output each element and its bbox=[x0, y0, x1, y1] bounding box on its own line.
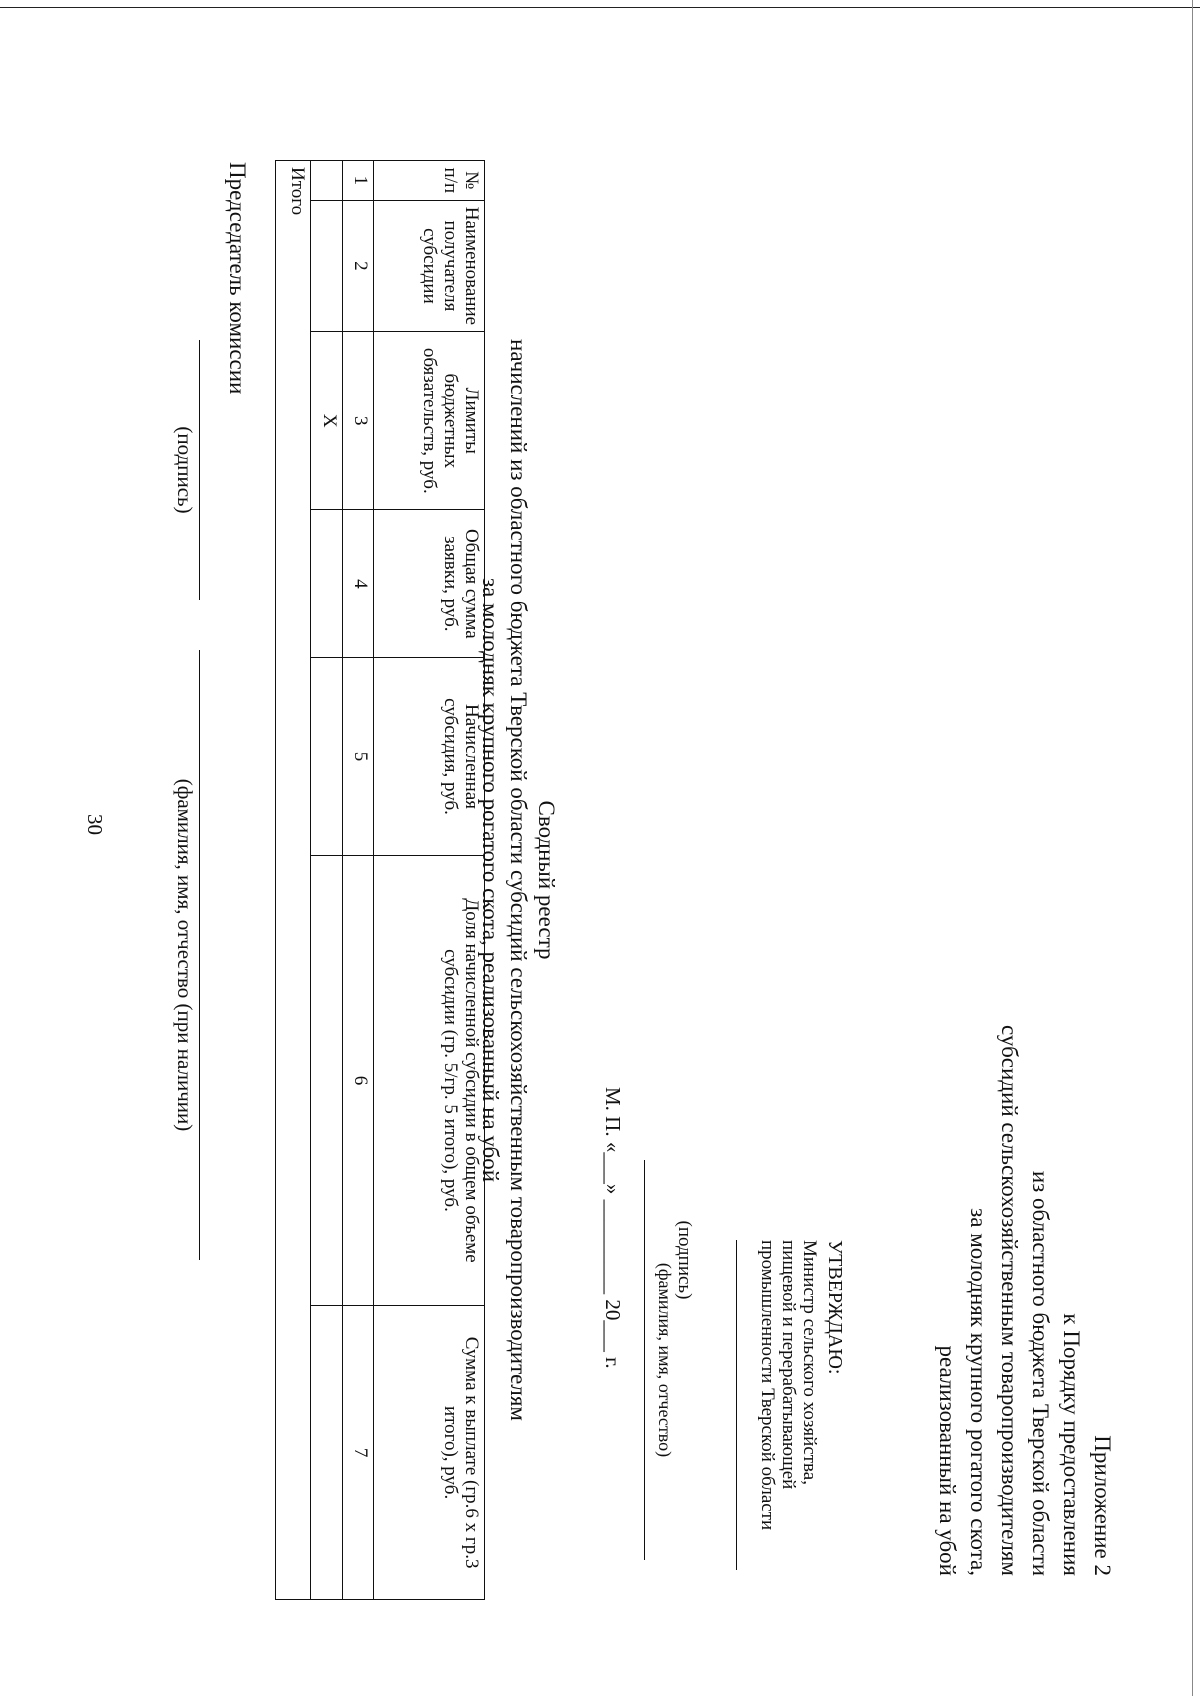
page-number: 30 bbox=[83, 814, 107, 835]
table-cell bbox=[311, 161, 343, 201]
column-number-cell: 7 bbox=[343, 1306, 374, 1600]
table-column-number-row bbox=[343, 161, 374, 1600]
appendix-line: за молодняк крупного рогатого скота, bbox=[966, 1208, 991, 1576]
approval-signature-caption: (подпись) bbox=[674, 1220, 695, 1300]
document-title-line: начислений из областного бюджета Тверской области субсидий сельскохозяйственным товаропроизводителям bbox=[506, 339, 531, 1421]
table-header-cell: Общая сумма заявки, руб. bbox=[374, 510, 485, 658]
table-header-cell: Доля начисленной субсидии в общем объеме субсидии (гр. 5/гр. 5 итого), руб. bbox=[374, 855, 485, 1305]
table-header-cell: Сумма к выплате (гр.6 х гр.3 итого), руб. bbox=[374, 1306, 485, 1600]
chair-label: Председатель комиссии bbox=[225, 162, 250, 395]
table-cell bbox=[311, 200, 343, 331]
column-number-cell: 3 bbox=[343, 332, 374, 510]
chair-signature-line bbox=[199, 340, 200, 600]
appendix-line: из областного бюджета Тверской области bbox=[1028, 1170, 1053, 1576]
approval-name-line bbox=[644, 1160, 645, 1560]
document-title-line: Сводный реестр bbox=[534, 800, 559, 960]
column-number-cell: 1 bbox=[343, 161, 374, 201]
document-title-line: за молодняк крупного рогатого скота, реализованный на убой bbox=[478, 577, 503, 1183]
column-number-cell: 6 bbox=[343, 855, 374, 1305]
table-cell bbox=[311, 510, 343, 658]
table-cell bbox=[311, 658, 343, 856]
appendix-line: Приложение 2 bbox=[1090, 1435, 1115, 1576]
approval-signature-line bbox=[736, 1240, 737, 1570]
table-cell bbox=[311, 855, 343, 1305]
table-header-cell: Начисленная субсидия, руб. bbox=[374, 658, 485, 856]
table-cell: X bbox=[311, 332, 343, 510]
document-title bbox=[476, 160, 560, 1600]
registry-table bbox=[275, 160, 485, 1600]
table-header-cell: № п/п bbox=[374, 161, 485, 201]
approval-block bbox=[757, 1240, 845, 1560]
chair-name-caption: (фамилия, имя, отчество (при наличии) bbox=[173, 778, 197, 1132]
table-header-cell: Наименование получателя субсидии bbox=[374, 200, 485, 331]
table-header-cell: Лимиты бюджетных обязательств, руб. bbox=[374, 332, 485, 510]
chair-name-line bbox=[199, 650, 200, 1260]
appendix-header bbox=[932, 1025, 1118, 1576]
approval-position-line: промышленности Тверской области bbox=[757, 1240, 778, 1531]
table-row bbox=[311, 161, 343, 1600]
table-header-row bbox=[374, 161, 485, 1600]
approval-date: М. П. «___» _________ 20___ г. bbox=[601, 1087, 625, 1369]
chair-signature-caption: (подпись) bbox=[173, 426, 197, 514]
approval-title: УТВЕРЖДАЮ: bbox=[824, 1240, 846, 1375]
column-number-cell: 2 bbox=[343, 200, 374, 331]
table-cell bbox=[311, 1306, 343, 1600]
column-number-cell: 4 bbox=[343, 510, 374, 658]
total-label: Итого bbox=[276, 161, 311, 1600]
approval-position-line: пищевой и перерабатывающей bbox=[778, 1240, 799, 1490]
approval-position-line: Министр сельского хозяйства, bbox=[799, 1240, 820, 1485]
appendix-line: реализованный на убой bbox=[935, 1345, 960, 1576]
appendix-line: к Порядку предоставления bbox=[1059, 1313, 1084, 1576]
column-number-cell: 5 bbox=[343, 658, 374, 856]
table-total-row bbox=[276, 161, 311, 1600]
approval-name-caption: (фамилия, имя, отчество) bbox=[655, 1262, 675, 1458]
appendix-line: субсидий сельскохозяйственным товаропроизводителям bbox=[997, 1024, 1022, 1576]
